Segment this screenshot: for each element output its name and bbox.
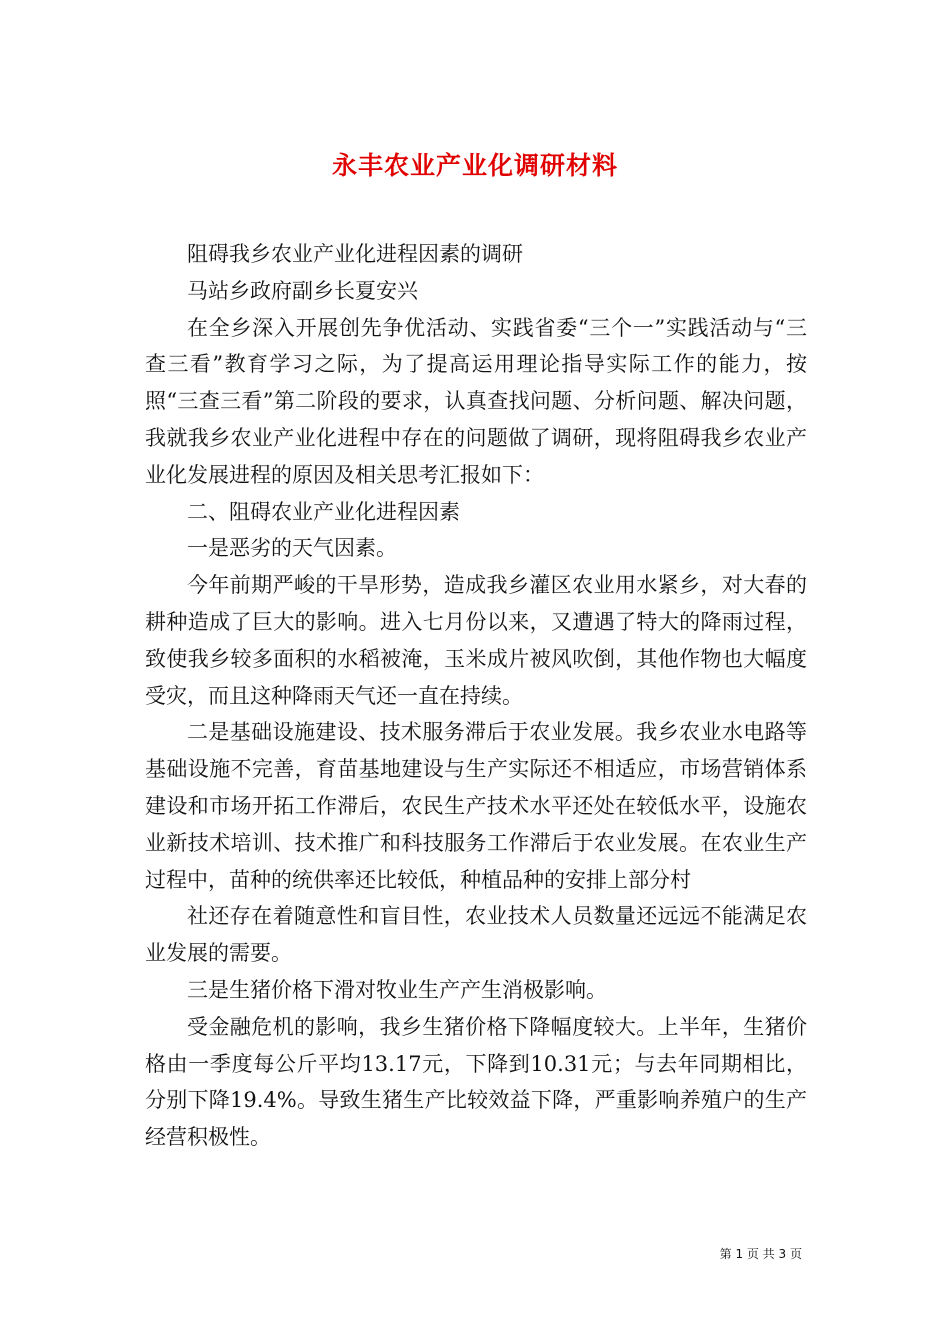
point-heading-pig-price: 三是生猪价格下滑对牧业生产产生消极影响。	[187, 977, 607, 1002]
paragraph-intro: 在全乡深入开展创先争优活动、实践省委“三个一”实践活动与“三查三看”教育学习之际，为了提高运用理论指导实际工作的能力，按照“三查三看”第二阶段的要求，认真查找问题、分析问题、解决问题，我就我乡农业产业化进程中存在的问题做了调研，现将阻碍我乡农业产业化发展进程的原因及相关思考汇报如下：	[145, 315, 807, 487]
point-heading-weather: 一是恶劣的天气因素。	[187, 536, 397, 561]
section-heading: 二、阻碍农业产业化进程因素	[187, 499, 460, 524]
paragraph-author: 马站乡政府副乡长夏安兴	[187, 278, 418, 303]
paragraph-infrastructure-cont: 社还存在着随意性和盲目性，农业技术人员数量还远远不能满足农业发展的需要。	[145, 904, 807, 966]
document-body	[145, 236, 807, 1156]
page-title: 永丰农业产业化调研材料	[331, 150, 618, 180]
page-indicator: 第 1 页 共 3 页	[719, 1247, 802, 1261]
paragraph-pig-price: 受金融危机的影响，我乡生猪价格下降幅度较大。上半年，生猪价格由一季度每公斤平均13.17元，下降到10.31元；与去年同期相比，分别下降19.4%。导致生猪生产比较效益下降，严重影响养殖户的生产经营积极性。	[145, 1014, 807, 1150]
paragraph-subtitle: 阻碍我乡农业产业化进程因素的调研	[187, 242, 523, 266]
paragraph-weather: 今年前期严峻的干旱形势，造成我乡灌区农业用水紧乡，对大春的耕种造成了巨大的影响。进入七月份以来，又遭遇了特大的降雨过程，致使我乡较多面积的水稻被淹，玉米成片被风吹倒，其他作物也大幅度受灾，而且这种降雨天气还一直在持续。	[145, 573, 807, 708]
paragraph-infrastructure: 二是基础设施建设、技术服务滞后于农业发展。我乡农业水电路等基础设施不完善，育苗基地建设与生产实际还不相适应，市场营销体系建设和市场开拓工作滞后，农民生产技术水平还处在较低水平，设施农业新技术培训、技术推广和科技服务工作滞后于农业发展。在农业生产过程中，苗种的统供率还比较低，种植品种的安排上部分村	[145, 720, 807, 892]
